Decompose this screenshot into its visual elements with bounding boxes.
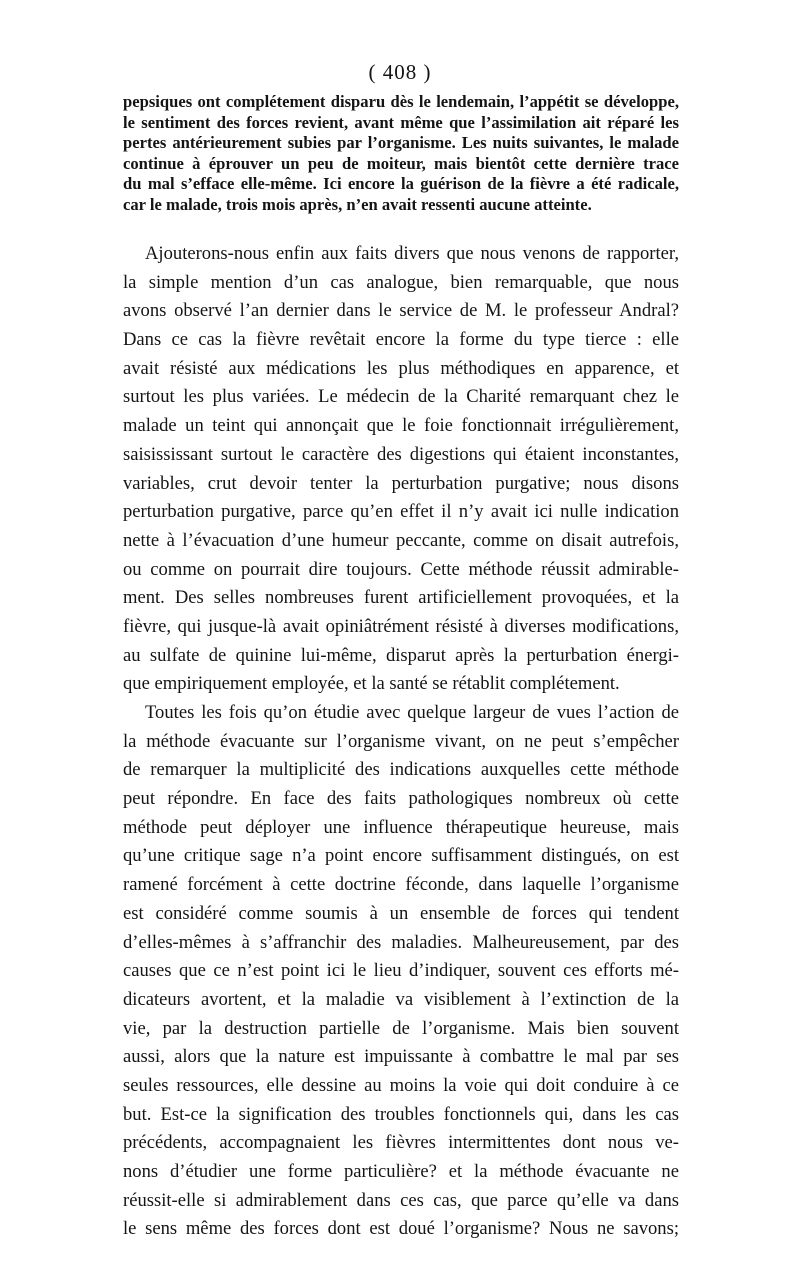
text-line: surtout les plus variées. Le médecin de la Charité remarquant chez le: [123, 386, 679, 408]
text-line: de remarquer la multiplicité des indications auxquelles cette méthode: [123, 759, 679, 781]
text-line: Ajouterons-nous enfin aux faits divers que nous venons de rapporter,: [145, 243, 679, 264]
text-line: dicateurs avortent, et la maladie va visiblement à l’extinction de la: [123, 988, 679, 1010]
text-line: continue à éprouver un peu de moiteur, mais bientôt cette dernière trace: [123, 153, 679, 173]
text-line: réussit-elle si admirablement dans ces cas, que parce qu’elle va dans: [123, 1189, 679, 1211]
text-line: malade un teint qui annonçait que le foie fonctionnait irrégulièrement,: [123, 415, 679, 437]
text-line: nette à l’évacuation d’une humeur peccante, comme on disait autrefois,: [123, 529, 679, 551]
text-line: le sentiment des forces revient, avant même que l’assimilation ait réparé les: [123, 112, 679, 132]
text-line: le sens même des forces dont est doué l’organisme? Nous ne savons;: [123, 1218, 679, 1240]
text-line: est considéré comme soumis à un ensemble de forces qui tendent: [123, 902, 679, 924]
text-line: seules ressources, elle dessine au moins la voie qui doit conduire à ce: [123, 1074, 679, 1096]
text-line: qu’une critique sage n’a point encore suffisamment distingués, on est: [123, 845, 679, 867]
text-line: Dans ce cas la fièvre revêtait encore la forme du type tierce : elle: [123, 329, 679, 351]
text-line: que empiriquement employée, et la santé se rétablit complétement.: [123, 673, 620, 695]
text-line: causes que ce n’est point ici le lieu d’indiquer, souvent ces efforts mé-: [123, 960, 679, 982]
text-line: aussi, alors que la nature est impuissante à combattre le mal par ses: [123, 1046, 679, 1068]
text-line: peut répondre. En face des faits pathologiques nombreux où cette: [123, 788, 679, 810]
text-line: la méthode évacuante sur l’organisme vivant, on ne peut s’empêcher: [123, 730, 679, 752]
text-line: pertes antérieurement subies par l’organisme. Les nuits suivantes, le malade: [123, 133, 679, 152]
text-line: saisississant surtout le caractère des digestions qui étaient inconstantes,: [123, 443, 679, 465]
text-line: pepsiques ont complétement disparu dès le lendemain, l’appétit se développe,: [123, 92, 679, 111]
text-line: précédents, accompagnaient les fièvres intermittentes dont nous ve-: [123, 1132, 679, 1154]
text-line: la simple mention d’un cas analogue, bien remarquable, que nous: [123, 271, 679, 293]
text-line: vie, par la destruction partielle de l’organisme. Mais bien souvent: [123, 1017, 679, 1039]
page-number: ( 408 ): [368, 60, 432, 84]
main-text: [123, 240, 679, 1244]
text-line: car le malade, trois mois après, n’en avait ressenti aucune atteinte.: [123, 194, 592, 214]
text-line: variables, crut devoir tenter la perturbation purgative; nous disons: [123, 472, 679, 494]
text-line: méthode peut déployer une influence thérapeutique heureuse, mais: [123, 816, 679, 838]
text-line: avons observé l’an dernier dans le service de M. le professeur Andral?: [123, 300, 679, 322]
text-line: ou comme on pourrait dire toujours. Cette méthode réussit admirable-: [123, 558, 679, 580]
text-line: d’elles-mêmes à s’affranchir des maladies. Malheureusement, par des: [123, 931, 679, 953]
text-line: avait résisté aux médications les plus méthodiques en apparence, et: [123, 357, 679, 379]
text-line: du mal s’efface elle-même. Ici encore la guérison de la fièvre a été radicale,: [123, 174, 679, 193]
text-line: fièvre, qui jusque-là avait opiniâtrément résisté à diverses modifications,: [123, 615, 679, 637]
text-line: but. Est-ce la signification des troubles fonctionnels qui, dans les cas: [123, 1103, 679, 1125]
text-line: ment. Des selles nombreuses furent artificiellement provoquées, et la: [123, 587, 679, 609]
text-line: ramené forcément à cette doctrine féconde, dans laquelle l’organisme: [123, 874, 679, 896]
text-line: au sulfate de quinine lui-même, disparut après la perturbation énergi-: [123, 644, 679, 666]
text-line: Toutes les fois qu’on étudie avec quelque largeur de vues l’action de: [145, 702, 679, 723]
top-paragraph: [123, 92, 679, 215]
text-line: nons d’étudier une forme particulière? et la méthode évacuante ne: [123, 1161, 679, 1182]
text-line: perturbation purgative, parce qu’en effet il n’y avait ici nulle indication: [123, 501, 679, 523]
